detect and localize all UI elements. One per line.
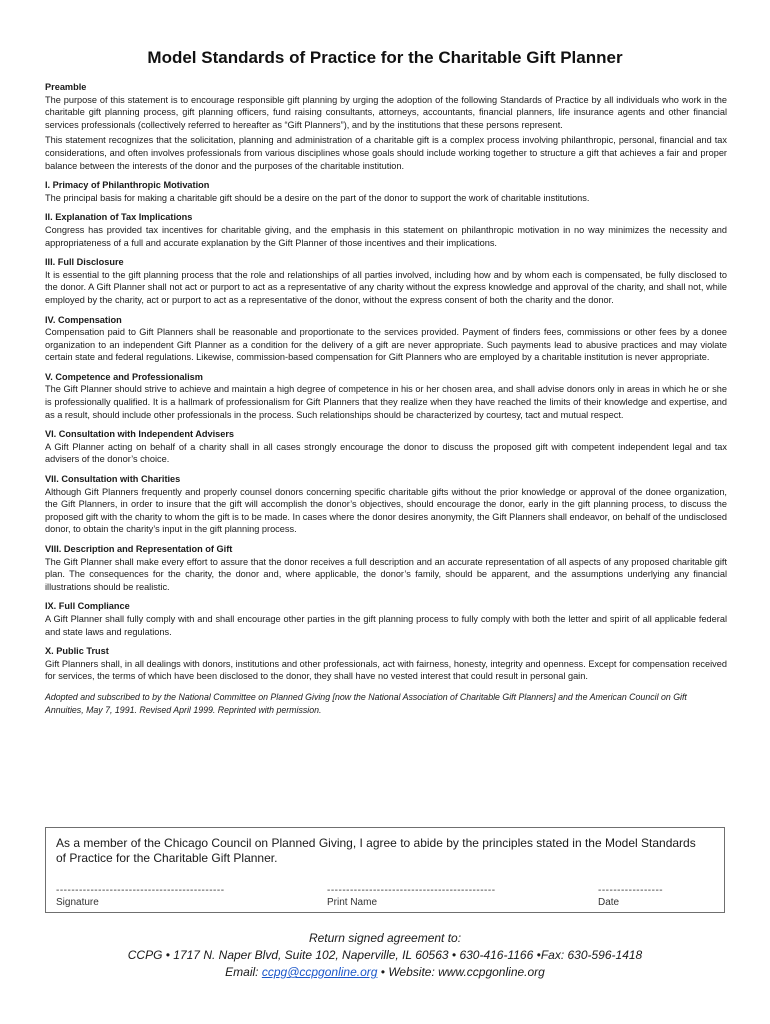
section-text: The Gift Planner shall make every effort to assure that the donor receives a full description and an accurate representation of all aspects of any proposed charitable gift plan. The consequences for the charity, the donor and, where applicable, the donor’s family, should be apparent, and the assumptions underlying any financial illustrations should be realistic.	[45, 556, 727, 592]
signature-line[interactable]: --------------------------------------------	[56, 885, 225, 896]
section-heading: VIII. Description and Representation of Gift	[45, 544, 233, 554]
agreement-text: As a member of the Chicago Council on Planned Giving, I agree to abide by the principles stated in the Model Standards of Practice for the Charitable Gift Planner.	[56, 836, 696, 865]
date-field[interactable]	[598, 885, 693, 908]
print-name-label: Print Name	[327, 897, 378, 908]
preamble-section	[45, 81, 727, 172]
section-heading: III. Full Disclosure	[45, 257, 124, 268]
section-full-disclosure	[45, 256, 727, 306]
adoption-note: Adopted and subscribed to by the National Committee on Planned Giving [now the National Association of Charitable Gift Planners] and the American Council on Gift Annuities, May 7, 1991. Revised April 1999. Reprinted with permission.	[45, 691, 687, 715]
signature-label: Signature	[56, 897, 99, 908]
section-competence	[45, 371, 727, 421]
section-public-trust	[45, 645, 727, 683]
website-text: • Website: www.ccpgonline.org	[380, 965, 545, 979]
email-label: Email:	[225, 965, 259, 979]
contact-address: CCPG • 1717 N. Naper Blvd, Suite 102, Naperville, IL 60563 • 630-416-1166 •Fax: 630-596-1418	[127, 948, 643, 962]
email-link[interactable]: ccpg@ccpgonline.org	[261, 965, 378, 979]
section-heading: V. Competence and Professionalism	[45, 371, 203, 382]
date-line[interactable]: -----------------	[598, 885, 664, 896]
section-tax-implications	[45, 211, 727, 249]
section-heading: VI. Consultation with Independent Advisers	[45, 429, 235, 440]
section-text: A Gift Planner shall fully comply with and shall encourage other parties in the gift planning process to fully comply with both the letter and spirit of all applicable federal and state laws and regulations.	[45, 613, 727, 637]
document-body	[45, 81, 727, 716]
preamble-paragraph-2: This statement recognizes that the solicitation, planning and administration of a charitable gift is a complex process involving philanthropic, personal, financial and tax considerations, and often involves professionals from various disciplines whose goals should include working together to structure a gift that achieves a fair and proper balance between the interests of the donor and the purposes of the charitable institution.	[45, 135, 727, 171]
print-name-line[interactable]: --------------------------------------------	[327, 885, 496, 896]
section-heading: II. Explanation of Tax Implications	[45, 212, 193, 223]
section-heading: IV. Compensation	[45, 314, 122, 325]
return-instruction: Return signed agreement to:	[308, 931, 462, 945]
section-heading: X. Public Trust	[45, 646, 109, 657]
date-label: Date	[598, 897, 620, 908]
section-text: Although Gift Planners frequently and properly counsel donors concerning specific charitable gifts without the prior knowledge or approval of the donee organization, the Gift Planners, in order to insure that the gift will accomplish the donor’s objectives, should encourage the donor, early in the gift planning process, to discuss the proposed gift with the charity to whom the gift is to be made. In cases where the donor desires anonymity, the Gift Planners shall endeavor, on behalf of the undisclosed donor, to obtain the charity’s input in the gift planning process.	[45, 486, 727, 535]
section-compensation	[45, 314, 727, 364]
agreement-box	[45, 827, 725, 913]
section-independent-advisers	[45, 428, 727, 466]
section-heading: VII. Consultation with Charities	[45, 474, 181, 485]
section-full-compliance	[45, 600, 727, 638]
section-text: Congress has provided tax incentives for charitable giving, and the emphasis in this statement on philanthropic motivation in no way minimizes the necessity and appropriateness of a full and accurate explanation by the Gift Planner of those incentives and their implications.	[45, 224, 727, 248]
section-text: Gift Planners shall, in all dealings with donors, institutions and other professionals, act with fairness, honesty, integrity and openness. Except for compensation received for services, the terms of which have been disclosed to the donor, they shall have no vested interest that could result in personal gain.	[45, 658, 727, 682]
section-heading: IX. Full Compliance	[45, 601, 130, 612]
section-text: The principal basis for making a charitable gift should be a desire on the part of the donor to support the work of charitable institutions.	[45, 192, 590, 203]
section-text: It is essential to the gift planning process that the role and relationships of all parties involved, including how and by whom each is compensated, be fully disclosed to the donor. A Gift Planner shall not act or purport to act as a representative of any charity without the express knowledge and approval of the charity, and shall not, while employed by the charity, act or purport to act as a representative of the donor, without the express consent of both the charity and the donor.	[45, 269, 727, 305]
preamble-paragraph-1: The purpose of this statement is to encourage responsible gift planning by urging the adoption of the following Standards of Practice by all individuals who work in the charitable gift planning process, gift planning officers, fund raising consultants, attorneys, accountants, financial planners, life insurance agents and other financial services professionals (collectively referred to hereafter as “Gift Planners”), and by the institutions that these persons represent.	[45, 94, 727, 130]
section-primacy	[45, 179, 727, 204]
section-consultation-charities	[45, 473, 727, 536]
section-heading: I. Primacy of Philanthropic Motivation	[45, 180, 210, 191]
section-text: A Gift Planner acting on behalf of a charity shall in all cases strongly encourage the donor to discuss the proposed gift with competent independent legal and tax advisers of the donor’s choice.	[45, 441, 727, 465]
print-name-field[interactable]	[327, 885, 552, 908]
preamble-heading: Preamble	[45, 82, 87, 92]
footer	[0, 930, 770, 981]
page-title: Model Standards of Practice for the Charitable Gift Planner	[147, 48, 623, 67]
signature-field[interactable]	[56, 885, 281, 908]
section-text: Compensation paid to Gift Planners shall be reasonable and proportionate to the services provided. Payment of finders fees, commissions or other fees by a donee organization to an independent Gift Planner as a condition for the delivery of a gift are never appropriate. Such payments lead to abusive practices and may violate certain state and federal regulations. Likewise, commission-based compensation for Gift Planners who are employed by a charitable institution is never appropriate.	[45, 327, 727, 363]
section-text: The Gift Planner should strive to achieve and maintain a high degree of competence in his or her chosen area, and shall advise donors only in areas in which he or she is professionally qualified. It is a hallmark of professionalism for Gift Planners that they realize when they have reached the limits of their knowledge and expertise, and as a result, should include other professionals in the process. Such relationships should be characterized by courtesy, tact and mutual respect.	[45, 384, 727, 420]
contact-web	[0, 964, 770, 981]
section-description-gift	[45, 543, 727, 593]
